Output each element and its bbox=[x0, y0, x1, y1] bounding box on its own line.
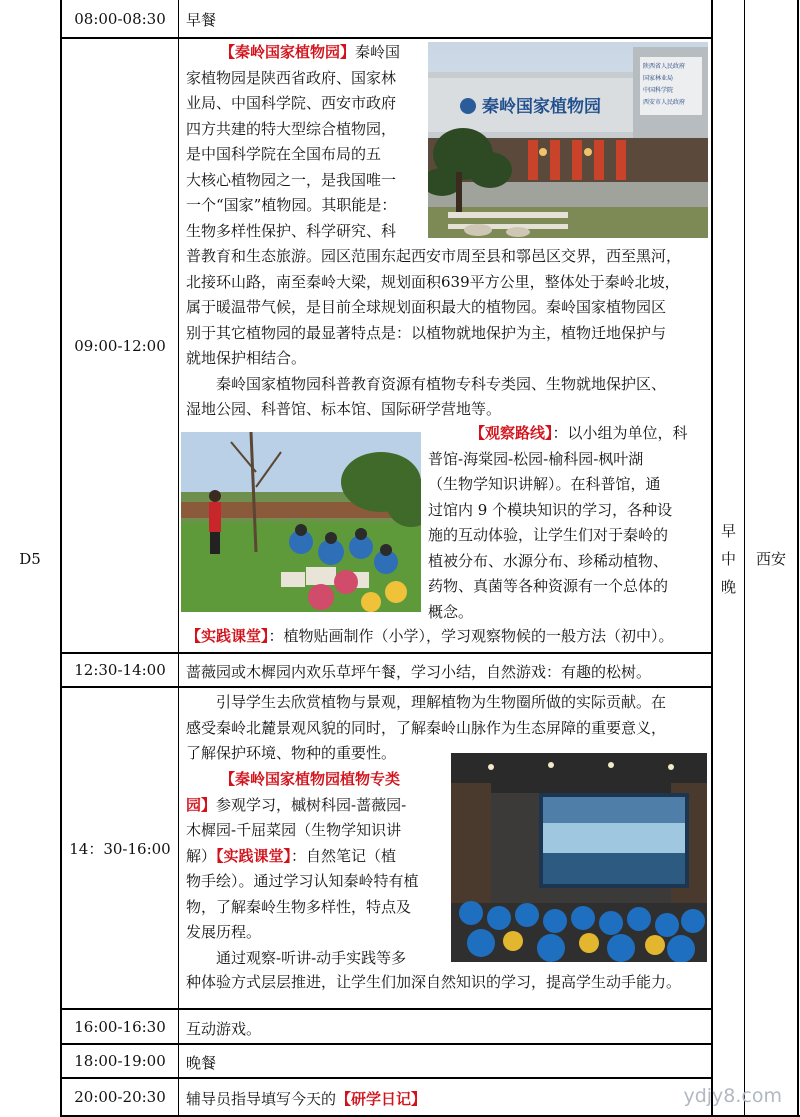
activity-text: 辅导员指导填写今天的【研学日记】 bbox=[186, 1090, 427, 1108]
time-slot: 09:00-12:00 bbox=[74, 336, 166, 355]
observation-route: 【观察路线】：以小组为单位，科 普馆-海棠园-松园-榆科园-枫叶湖 （生物学知识讲解）。在科普馆，通 过馆内 9 个模块知识的学习，各种设 施的互动体验，让学生们对于秦岭的 植被分布、水源分布、珍稀动植物、 药物、真菌等各种资源有一个总体的 概念。 bbox=[428, 424, 688, 621]
time-slot: 20:00-20:30 bbox=[74, 1088, 166, 1106]
meal-breakfast: 早 bbox=[720, 521, 736, 540]
study-diary-label: 【研学日记】 bbox=[336, 1090, 427, 1108]
practice-class-title: 【实践课堂】 bbox=[186, 627, 269, 645]
botanical-garden-body: 普教育和生态旅游。园区范围东起西安市周至县和鄠邑区交界，西至黑河， 北接环山路，南至秦岭大梁，规划面积639平方公里，整体处于秦岭北坡， 属于暖温带气候，是目前全球规划面积最大的植物园。秦岭国家植物园区 别于其它植物园的最显著特点是：以植物就地保护为主，植物迁地保护与 就地保护相结合。 秦岭国家植物园科普教育资源有植物专科专类园、生物就地保护区、 湿地公园、科普馆、标本馆、国际研学营地等。 bbox=[186, 247, 682, 418]
specialty-garden-visit: 【秦岭国家植物园植物专类 园】参观学习，槭树科园-蔷薇园- 木樨园-千屈菜园（生物学知识讲 解）【实践课堂】：自然笔记（植 物手绘）。通过学习认知秦岭特有植 物，了解秦岭生物多样性，特点及 发展历程。 通过观察-听讲-动手实践等多 bbox=[186, 770, 419, 967]
botanical-garden-intro: 【秦岭国家植物园】秦岭国 家植物园是陕西省政府、国家林 业局、中国科学院、西安市政府 四方共建的特大型综合植物园， 是中国科学院在全国布局的五 大核心植物园之一，是我国唯一 一个“国家”植物园。其职能是： 生物多样性保护、科学研究、科 bbox=[186, 43, 401, 240]
students-indoor-photo bbox=[451, 753, 707, 962]
observation-route-title: 【观察路线】 bbox=[470, 424, 553, 442]
meal-lunch: 中 bbox=[720, 549, 736, 568]
botanical-garden-title: 【秦岭国家植物园】 bbox=[220, 43, 356, 61]
garden-entrance-photo bbox=[428, 42, 708, 238]
specialty-garden-outro: 种体验方式层层推进，让学生们加深自然知识的学习，提高学生动手能力。 bbox=[186, 973, 682, 991]
svg-text:西安市人民政府: 西安市人民政府 bbox=[643, 99, 686, 106]
specialty-garden-intro: 引导学生去欣赏植物与景观，理解植物为生物圈所做的实际贡献。在 感受秦岭北麓景观风貌的同时，了解秦岭山脉作为生态屏障的重要意义， 了解保护环境、物种的重要性。 bbox=[186, 693, 667, 762]
activity-text: 晚餐 bbox=[186, 1054, 217, 1072]
time-slot: 12:30-14:00 bbox=[74, 661, 166, 679]
location-label: 西安 bbox=[755, 550, 786, 568]
activity-text: 蔷薇园或木樨园内欢乐草坪午餐，学习小结，自然游戏：有趣的松树。 bbox=[186, 663, 652, 681]
students-outdoor-photo bbox=[181, 432, 421, 612]
garden-sign-text: 秦岭国家植物园 bbox=[482, 97, 601, 117]
time-slot: 08:00-08:30 bbox=[74, 9, 166, 28]
time-slot: 16:00-16:30 bbox=[74, 1017, 166, 1036]
practice-class-title: 【实践课堂】 bbox=[216, 846, 292, 865]
time-slot: 18:00-19:00 bbox=[74, 1052, 166, 1070]
svg-text:陕西省人民政府: 陕西省人民政府 bbox=[643, 63, 686, 70]
specialty-garden-title: 【秦岭国家植物园植物专类 bbox=[220, 770, 401, 788]
activity-text: 早餐 bbox=[186, 11, 217, 29]
svg-text:国家林业局: 国家林业局 bbox=[643, 75, 674, 82]
time-slot: 14：30-16:00 bbox=[69, 839, 171, 858]
meal-dinner: 晚 bbox=[720, 577, 736, 596]
day-label: D5 bbox=[19, 549, 41, 568]
svg-text:中国科学院: 中国科学院 bbox=[643, 87, 674, 94]
watermark: ydjy8.com bbox=[683, 1085, 782, 1107]
practice-class-1: 【实践课堂】：植物贴画制作（小学），学习观察物候的一般方法（初中）。 bbox=[186, 627, 674, 645]
activity-text: 互动游戏。 bbox=[186, 1020, 262, 1038]
meals-column bbox=[713, 0, 744, 1117]
